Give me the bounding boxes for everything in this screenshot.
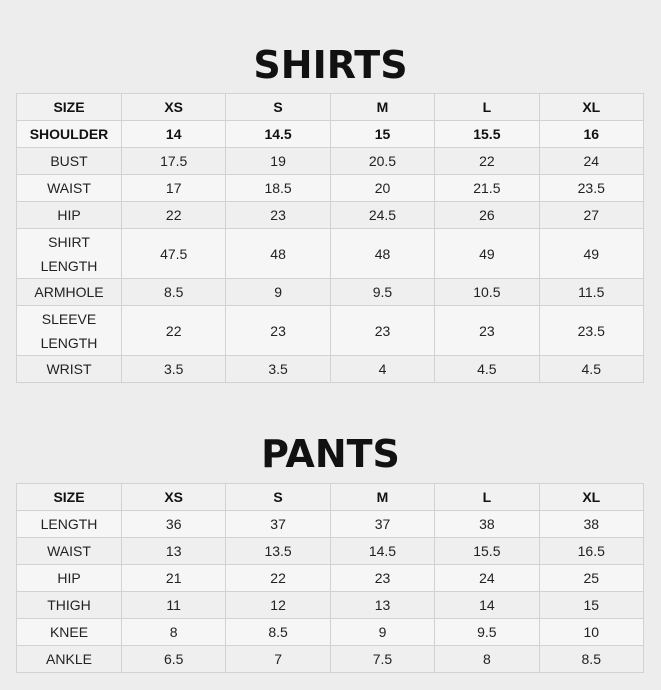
table-cell: 11 [122,592,226,619]
table-cell: 23.5 [539,306,643,356]
table-cell: 20.5 [330,148,434,175]
table-row-armhole [17,279,644,306]
table-cell: 24 [539,148,643,175]
table-cell: 8 [122,619,226,646]
table-row-ankle [17,646,644,673]
table-cell: 13 [122,538,226,565]
header-cell-m: M [330,94,434,121]
table-cell: 21 [122,565,226,592]
table-cell: 48 [226,229,330,279]
table-header-row [17,94,644,121]
table-cell: 48 [330,229,434,279]
table-cell: 4.5 [435,356,539,383]
table-cell: 38 [539,511,643,538]
row-label: WRIST [17,356,122,383]
table-cell: 11.5 [539,279,643,306]
table-row-hip [17,202,644,229]
table-cell: 17.5 [122,148,226,175]
header-cell-l: L [435,94,539,121]
table-cell: 49 [539,229,643,279]
row-label: HIP [17,565,122,592]
table-cell: 26 [435,202,539,229]
table-row-bust [17,148,644,175]
table-cell: 14.5 [330,538,434,565]
row-label: HIP [17,202,122,229]
row-label: BUST [17,148,122,175]
table-cell: 18.5 [226,175,330,202]
table-row-hip [17,565,644,592]
table-cell: 22 [435,148,539,175]
table-cell: 13.5 [226,538,330,565]
table-cell: 6.5 [122,646,226,673]
header-cell-l: L [435,484,539,511]
pants-title: PANTS [261,432,400,476]
table-cell: 23 [226,306,330,356]
table-row-waist [17,175,644,202]
table-cell: 22 [226,565,330,592]
header-cell-size: SIZE [17,484,122,511]
table-header-row [17,484,644,511]
table-row-sleeve-length [17,306,644,356]
table-cell: 17 [122,175,226,202]
shirts-size-table [16,93,644,383]
table-row-wrist [17,356,644,383]
table-cell: 8.5 [122,279,226,306]
header-cell-xl: XL [539,94,643,121]
table-cell: 23 [330,565,434,592]
table-cell: 23 [330,306,434,356]
table-cell: 38 [435,511,539,538]
table-cell: 36 [122,511,226,538]
table-cell: 14.5 [226,121,330,148]
table-cell: 19 [226,148,330,175]
pants-size-table [16,483,644,673]
table-cell: 10 [539,619,643,646]
table-cell: 23 [226,202,330,229]
table-cell: 14 [122,121,226,148]
table-cell: 9.5 [435,619,539,646]
row-label: THIGH [17,592,122,619]
row-label: WAIST [17,175,122,202]
table-cell: 20 [330,175,434,202]
table-cell: 22 [122,202,226,229]
table-cell: 12 [226,592,330,619]
row-label [17,229,122,279]
row-label: KNEE [17,619,122,646]
table-cell: 37 [226,511,330,538]
table-row-knee [17,619,644,646]
header-cell-s: S [226,484,330,511]
row-label: LENGTH [17,511,122,538]
table-cell: 27 [539,202,643,229]
table-cell: 22 [122,306,226,356]
table-cell: 4 [330,356,434,383]
table-cell: 24.5 [330,202,434,229]
header-cell-m: M [330,484,434,511]
table-cell: 47.5 [122,229,226,279]
table-cell: 25 [539,565,643,592]
table-cell: 15 [539,592,643,619]
row-label: ARMHOLE [17,279,122,306]
table-row-shoulder [17,121,644,148]
header-cell-xl: XL [539,484,643,511]
table-cell: 8.5 [539,646,643,673]
table-cell: 7.5 [330,646,434,673]
table-cell: 16 [539,121,643,148]
table-row-thigh [17,592,644,619]
row-label-line: SLEEVE [41,310,97,327]
table-cell: 15 [330,121,434,148]
table-cell: 21.5 [435,175,539,202]
header-cell-xs: XS [122,484,226,511]
table-cell: 14 [435,592,539,619]
table-cell: 9 [226,279,330,306]
table-cell: 37 [330,511,434,538]
row-label-line: LENGTH [40,334,98,351]
header-cell-s: S [226,94,330,121]
row-label: ANKLE [17,646,122,673]
table-row-waist [17,538,644,565]
row-label-line: LENGTH [40,257,98,274]
table-cell: 8.5 [226,619,330,646]
table-cell: 16.5 [539,538,643,565]
table-cell: 13 [330,592,434,619]
table-cell: 9 [330,619,434,646]
row-label: SHOULDER [17,121,122,148]
table-row-length [17,511,644,538]
table-cell: 24 [435,565,539,592]
table-cell: 9.5 [330,279,434,306]
header-cell-xs: XS [122,94,226,121]
table-cell: 3.5 [226,356,330,383]
table-cell: 7 [226,646,330,673]
table-cell: 4.5 [539,356,643,383]
table-cell: 15.5 [435,121,539,148]
row-label [17,306,122,356]
table-cell: 10.5 [435,279,539,306]
table-row-shirt-length [17,229,644,279]
row-label-line: SHIRT [48,233,90,250]
row-label: WAIST [17,538,122,565]
table-cell: 3.5 [122,356,226,383]
table-cell: 23 [435,306,539,356]
table-cell: 23.5 [539,175,643,202]
header-cell-size: SIZE [17,94,122,121]
shirts-title: SHIRTS [253,43,408,87]
table-cell: 49 [435,229,539,279]
table-cell: 15.5 [435,538,539,565]
table-cell: 8 [435,646,539,673]
